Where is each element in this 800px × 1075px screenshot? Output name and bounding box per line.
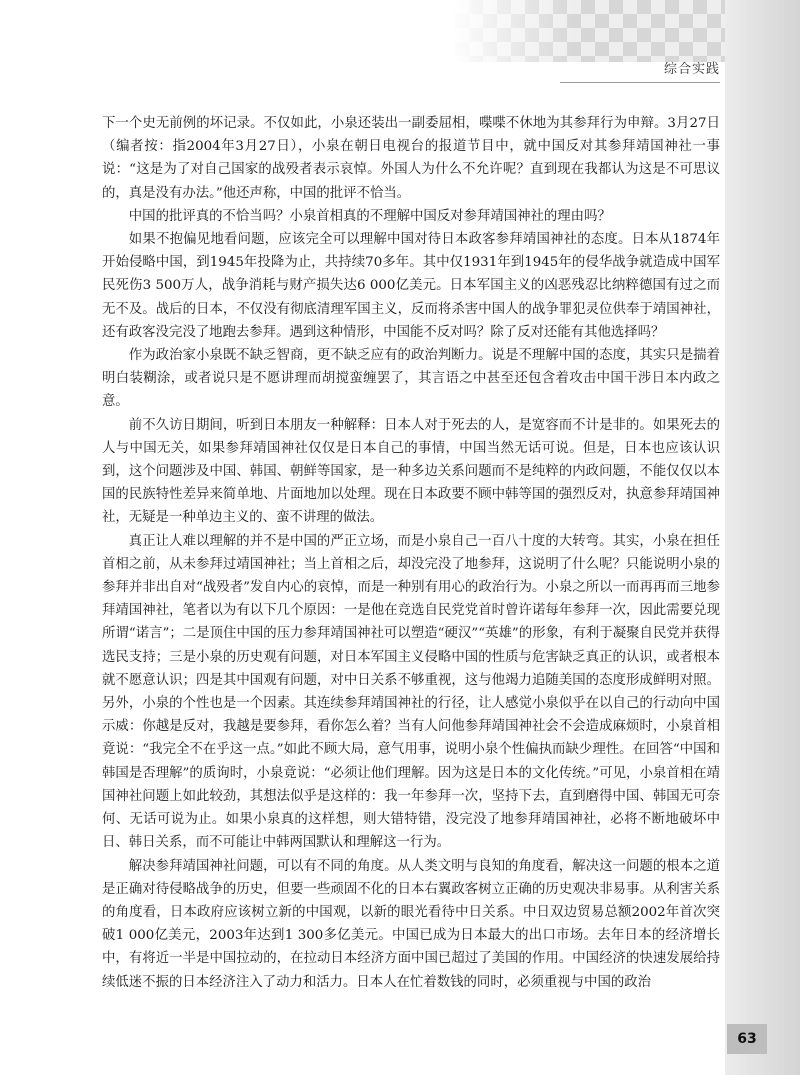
paragraph-6: 真正让人难以理解的并不是中国的严正立场，而是小泉自己一百八十度的大转弯。其实，小泉在担任首相之前，从未参拜过靖国神社；当上首相之后，却没完没了地参拜，这说明了什么呢？只能说明小泉的参拜并非出自对“战殁者”发自内心的哀悼，而是一种别有用心的政治行为。小泉之所以一而再再而三地参拜靖国神社，笔者以为有以下几个原因：一是他在竞选自民党党首时曾许诺每年参拜一次，因此需要兑现所谓“诺言”；二是顶住中国的压力参拜靖国神社可以塑造“硬汉”“英雄”的形象，有利于凝聚自民党并获得选民支持；三是小泉的历史观有问题，对日本军国主义侵略中国的性质与危害缺乏真正的认识，或者根本就不愿意认识；四是其中国观有问题，对中日关系不够重视，这与他竭力追随美国的态度形成鲜明对照。另外，小泉的个性也是一个因素。其连续参拜靖国神社的行径，让人感觉小泉似乎在以自己的行动向中国示威：你越是反对，我越是要参拜，看你怎么着？当有人问他参拜靖国神社会不会造成麻烦时，小泉首相竟说：“我完全不在乎这一点。”如此不顾大局，意气用事，说明小泉个性偏执而缺少理性。在回答“中国和韩国是否理解”的质询时，小泉竟说：“必须让他们理解。因为这是日本的文化传统。”可见，小泉首相在靖国神社问题上如此较劲，其想法似乎是这样的：我一年参拜一次，坚持下去，直到磨得中国、韩国无可奈何、无话可说为止。如果小泉真的这样想，则大错特错，没完没了地参拜靖国神社，必将不断地破坏中日、韩日关系，而不可能让中韩两国默认和理解这一行为。 (102, 533, 720, 851)
page-edge-strip (725, 0, 800, 1075)
paragraph-1: 下一个史无前例的坏记录。不仅如此，小泉还装出一副委屈相，喋喋不休地为其参拜行为申辩。3月27日（编者按：指2004年3月27日），小泉在朝日电视台的报道节目中，就中国反对其参拜靖国神社一事说：“这是为了对自己国家的战殁者表示哀悼。外国人为什么不允许呢？直到现在我都认为这是不可思议的，真是没有办法。”他还声称，中国的批评不恰当。 (102, 116, 720, 201)
header-rule (560, 82, 720, 83)
article-body (102, 112, 720, 994)
paragraph-4: 作为政治家小泉既不缺乏智商，更不缺乏应有的政治判断力。说是不理解中国的态度，其实只是揣着明白装糊涂，或者说只是不愿讲理而胡搅蛮缠罢了，其言语之中甚至还包含着攻击中国干涉日本内政之意。 (102, 348, 720, 410)
header-pattern-fade (455, 0, 725, 62)
paragraph-7: 解决参拜靖国神社问题，可以有不同的角度。从人类文明与良知的角度看，解决这一问题的根本之道是正确对待侵略战争的历史，但要一些顽固不化的日本右翼政客树立正确的历史观决非易事。从利害关系的角度看，日本政府应该树立新的中国观，以新的眼光看待中日关系。中日双边贸易总额2002年首次突破1 000亿美元，2003年达到1 300多亿美元。中国已成为日本最大的出口市场。去年日本的经济增长中，有将近一半是中国拉动的，在拉动日本经济方面中国已超过了美国的作用。中国经济的快速发展给持续低迷不振的日本经济注入了动力和活力。日本人在忙着数钱的同时，必须重视与中国的政治 (102, 858, 720, 990)
page-number: 63 (727, 1024, 767, 1054)
paragraph-3: 如果不抱偏见地看问题，应该完全可以理解中国对待日本政客参拜靖国神社的态度。日本从1874年开始侵略中国，到1945年投降为止，共持续70多年。其中仅1931年到1945年的侵华战争就造成中国军民死伤3 500万人，战争消耗与财产损失达6 000亿美元。日本军国主义的凶恶残忍比纳粹德国有过之而无不及。战后的日本，不仅没有彻底清理军国主义，反而将杀害中国人的战争罪犯灵位供奉于靖国神社，还有政客没完没了地跑去参拜。遇到这种情形，中国能不反对吗？除了反对还能有其他选择吗？ (102, 232, 720, 340)
section-title: 综合实践 (663, 62, 720, 77)
paragraph-2: 中国的批评真的不恰当吗？小泉首相真的不理解中国反对参拜靖国神社的理由吗？ (128, 208, 611, 224)
paragraph-5: 前不久访日期间，听到日本朋友一种解释：日本人对于死去的人，是宽容而不计是非的。如果死去的人与中国无关，如果参拜靖国神社仅仅是日本自己的事情，中国当然无话可说。但是，日本也应该认识到，这个问题涉及中国、韩国、朝鲜等国家，是一种多边关系问题而不是纯粹的内政问题，不能仅仅以本国的民族特性差异来简单地、片面地加以处理。现在日本政要不顾中韩等国的强烈反对，执意参拜靖国神社，无疑是一种单边主义的、蛮不讲理的做法。 (102, 417, 720, 526)
